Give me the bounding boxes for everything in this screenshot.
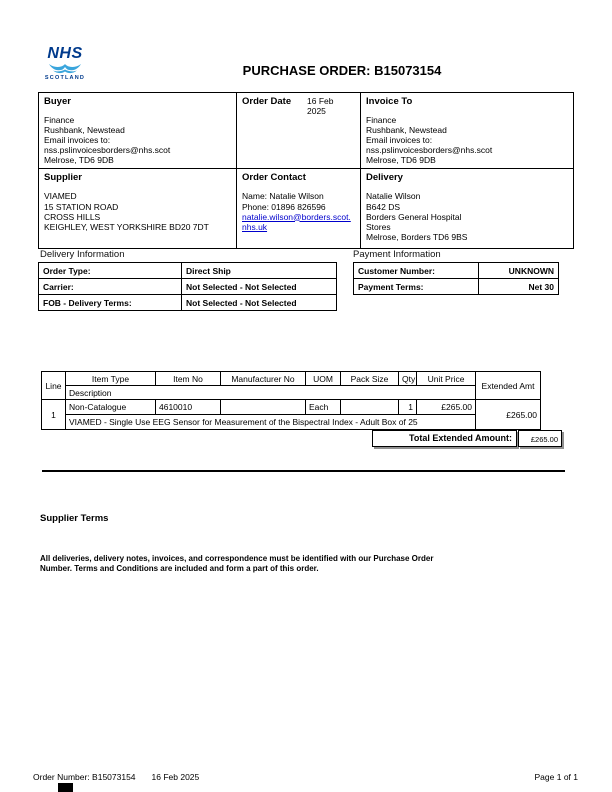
item-manufacturer-no [221,400,306,415]
scotland-logo-text: SCOTLAND [44,75,86,81]
footer-page-number: Page 1 of 1 [534,772,578,782]
col-uom: UOM [306,372,341,386]
delivery-line: Natalie Wilson [366,191,421,202]
supplier-line: 15 STATION ROAD [44,201,119,212]
footer-date: 16 Feb 2025 [151,772,200,782]
item-description: VIAMED - Single Use EEG Sensor for Measurement of the Bispectral Index - Adult Box of 25 [66,415,476,430]
footer-order-number: Order Number: B15073154 [33,772,136,782]
delivery-line: Borders General Hospital [366,211,462,222]
table-row [39,263,337,279]
item-pack-size [341,400,399,415]
supplier-line: KEIGHLEY, WEST YORKSHIRE BD20 7DT [44,221,209,232]
col-item-type: Item Type [66,372,156,386]
invoice-to-email: nss.pslinvoicesborders@nhs.scot [366,145,493,156]
invoice-to-cell [361,93,574,169]
col-extended-amt: Extended Amt [476,372,541,400]
order-header-table [38,92,574,249]
section-divider [42,470,565,472]
order-date-label: Order Date [242,96,292,107]
table-row [354,263,559,279]
col-unit-price: Unit Price [417,372,476,386]
supplier-terms-body: All deliveries, delivery notes, invoices, and correspondence must be identified with our Purchase Order Number. Terms and Conditions are included and form a part of this order. [40,554,434,574]
delivery-information-heading: Delivery Information [40,249,125,260]
buyer-email: nss.pslinvoicesborders@nhs.scot [44,145,171,156]
invoice-to-label: Invoice To [366,96,413,107]
item-unit-price: £265.00 [417,400,476,415]
invoice-to-line: Finance [366,115,397,126]
col-qty: Qty [399,372,417,386]
customer-number-label: Customer Number: [354,263,479,279]
delivery-information-table [38,262,337,311]
col-description: Description [66,386,476,400]
order-date-cell [237,93,361,169]
buyer-label: Buyer [44,96,71,107]
buyer-line: Rushbank, Newstead [44,125,125,136]
delivery-cell [361,169,574,249]
col-manufacturer-no: Manufacturer No [221,372,306,386]
payment-information-table [353,262,559,295]
col-line: Line [42,372,66,400]
buyer-line: Finance [44,115,75,126]
item-uom: Each [306,400,341,415]
fob-delivery-terms-label: FOB - Delivery Terms: [39,295,182,311]
customer-number-value: UNKNOWN [479,263,559,279]
delivery-line: Melrose, Borders TD6 9BS [366,231,468,242]
invoice-to-line: Melrose, TD6 9DB [366,155,436,166]
items-header-row [42,372,541,386]
delivery-line: B642 DS [366,201,401,212]
payment-terms-label: Payment Terms: [354,279,479,295]
contact-phone: Phone: 01896 826596 [242,201,326,212]
supplier-cell [39,169,237,249]
nhs-logo-text: NHS [47,45,83,62]
table-row [39,279,337,295]
page-title: PURCHASE ORDER: B15073154 [242,63,442,78]
item-no: 4610010 [156,400,221,415]
carrier-label: Carrier: [39,279,182,295]
nhs-swoosh-icon [48,63,82,74]
supplier-line: CROSS HILLS [44,211,101,222]
invoice-to-line: Email invoices to: [366,135,433,146]
supplier-line: VIAMED [44,191,77,202]
order-type-value: Direct Ship [182,263,337,279]
total-extended-amount-value: £265.00 [518,430,562,447]
page-edge-mark [58,783,73,792]
col-pack-size: Pack Size [341,372,399,386]
table-row [354,279,559,295]
buyer-line: Email invoices to: [44,135,111,146]
order-date-value: 16 Feb 2025 [307,96,334,117]
item-line-number: 1 [42,400,66,430]
order-type-label: Order Type: [39,263,182,279]
buyer-cell [39,93,237,169]
table-row [39,295,337,311]
fob-delivery-terms-value: Not Selected - Not Selected [182,295,337,311]
total-extended-amount-row [372,430,562,447]
nhs-scotland-logo [42,46,88,81]
delivery-label: Delivery [366,172,403,184]
page-footer [33,772,578,782]
items-header-row-2 [42,386,541,400]
supplier-label: Supplier [44,172,83,184]
total-extended-amount-label: Total Extended Amount: [372,430,517,447]
buyer-line: Melrose, TD6 9DB [44,155,114,166]
contact-name: Name: Natalie Wilson [242,191,324,202]
item-row [42,400,541,415]
supplier-terms-heading: Supplier Terms [40,513,109,524]
line-items-table [41,371,541,430]
payment-terms-value: Net 30 [479,279,559,295]
order-contact-label: Order Contact [242,172,306,184]
carrier-value: Not Selected - Not Selected [182,279,337,295]
item-extended-amt: £265.00 [476,400,541,430]
payment-information-heading: Payment Information [353,249,441,260]
item-type: Non-Catalogue [66,400,156,415]
invoice-to-line: Rushbank, Newstead [366,125,447,136]
delivery-line: Stores [366,221,391,232]
item-description-row [42,415,541,430]
item-qty: 1 [399,400,417,415]
order-contact-cell [237,169,361,249]
col-item-no: Item No [156,372,221,386]
contact-email-link[interactable]: natalie.wilson@borders.scot.nhs.uk [242,211,351,232]
